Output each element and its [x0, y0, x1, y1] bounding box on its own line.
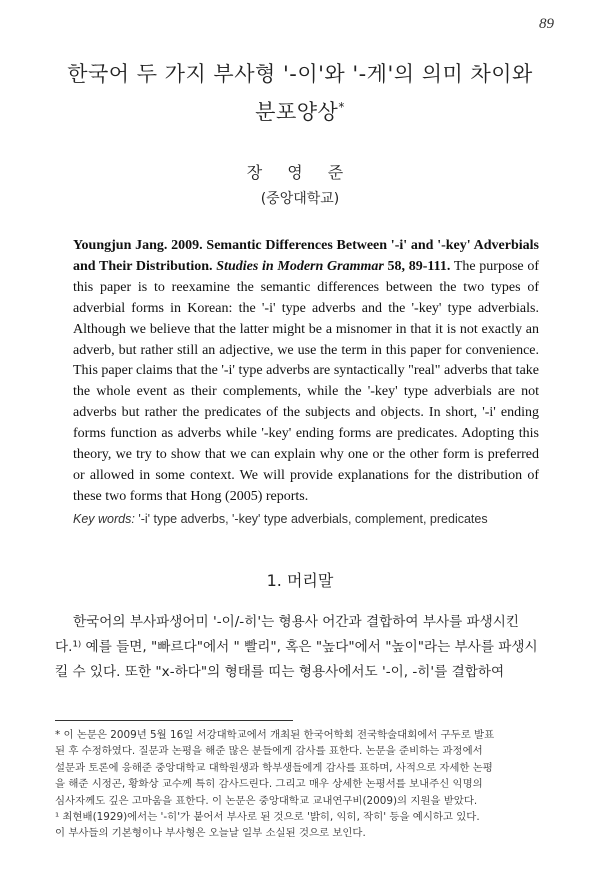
- footnote-divider: [55, 720, 293, 721]
- keywords-label: Key words:: [73, 512, 135, 526]
- keywords-text: '-i' type adverbs, '-key' type adverbials, complement, predicates: [134, 512, 488, 526]
- footnote-line: 설문과 토론에 응해준 중앙대학교 대학원생과 학부생들에게 감사를 표하며, 사적으로 자세한 논평: [55, 761, 493, 774]
- title-line-1: 한국어 두 가지 부사형 '-이'와 '-게'의 의미 차이와: [67, 62, 533, 86]
- title-line-2: [40, 91, 560, 129]
- section-heading: 1. 머리말: [266, 571, 334, 590]
- abstract-volume-pages: 58, 89-111.: [387, 258, 451, 274]
- footnote-line: 된 후 수정하였다. 질문과 논평을 해준 많은 분들에게 감사를 표한다. 논문을 준비하는 과정에서: [55, 745, 483, 758]
- abstract-journal: Studies in Modern Grammar: [216, 258, 384, 274]
- abstract: [73, 236, 539, 508]
- body-line: 킬 수 있다. 또한 "x-하다"의 형태를 띠는 형용사에서도 '-이, -히'를 결합하여: [55, 664, 505, 680]
- footnote-line: 이 부사들의 기본형이나 부사형은 오늘날 일부 소실된 것으로 보인다.: [55, 827, 366, 840]
- keywords: [73, 512, 543, 526]
- footnote-line: ¹ 최현배(1929)에서는 '-히'가 붙어서 부사로 된 것으로 '밝히, 익히, 작히' 등을 예시하고 있다.: [55, 811, 480, 824]
- abstract-citation: Youngjun Jang. 2009. Semantic Differences Between '-i' and '-key' Adverbials and Their Distribution.: [73, 238, 539, 274]
- title-footnote-star: *: [338, 100, 345, 114]
- page-number: 89: [539, 16, 554, 32]
- body-line: 한국어의 부사파생어미 '-이/-히'는 형용사 어간과 결합하여 부사를 파생시킨: [73, 614, 520, 630]
- footnote-line: 을 해준 시정곤, 황화상 교수께 특히 감사드린다. 그리고 매우 상세한 논평서를 보내주신 익명의: [55, 778, 483, 791]
- abstract-text: The purpose of this paper is to reexamine the semantic differences between the two types of adverbial forms in Korean: the '-i' type adverbs and the '-key' type adverbials. Although we believe that the latter might be a misnomer in that it is not exactly an adverb, but rather still an adjective, we use the term in this paper for convenience. This paper claims that the '-i' type adverbs are syntactically "real" adverbs that take the whole event as their complements, while the '-key' type adverbials are not adverbs but rather the predicates of the subjects and objects. In short, '-i' ending forms function as adverbs while '-key' ending forms are predicates. Adopting this theory, we try to show that we can explain why one or the other form is preferred or allowed in some context. We will provide explanations for the distribution of these two forms that Hong (2005) reports.: [73, 258, 540, 504]
- body-paragraph: [55, 610, 565, 685]
- title-line-2-text: 분포양상: [255, 100, 339, 124]
- body-line: 다.¹⁾ 예를 들면, "빠르다"에서 " 빨리", 혹은 "높다"에서 "높이"라는 부사를 파생시: [55, 639, 538, 655]
- author-name: 장 영 준: [246, 163, 354, 182]
- footnotes: [55, 727, 565, 842]
- footnote-line: 심사자께도 깊은 고마움을 표한다. 이 논문은 중앙대학교 교내연구비(2009)의 지원을 받았다.: [55, 794, 478, 807]
- author-affiliation: (중앙대학교): [260, 191, 340, 207]
- footnote-line: * 이 논문은 2009년 5월 16일 서강대학교에서 개최된 한국어학회 전국학술대회에서 구두로 발표: [55, 729, 495, 741]
- paper-title: [40, 58, 560, 129]
